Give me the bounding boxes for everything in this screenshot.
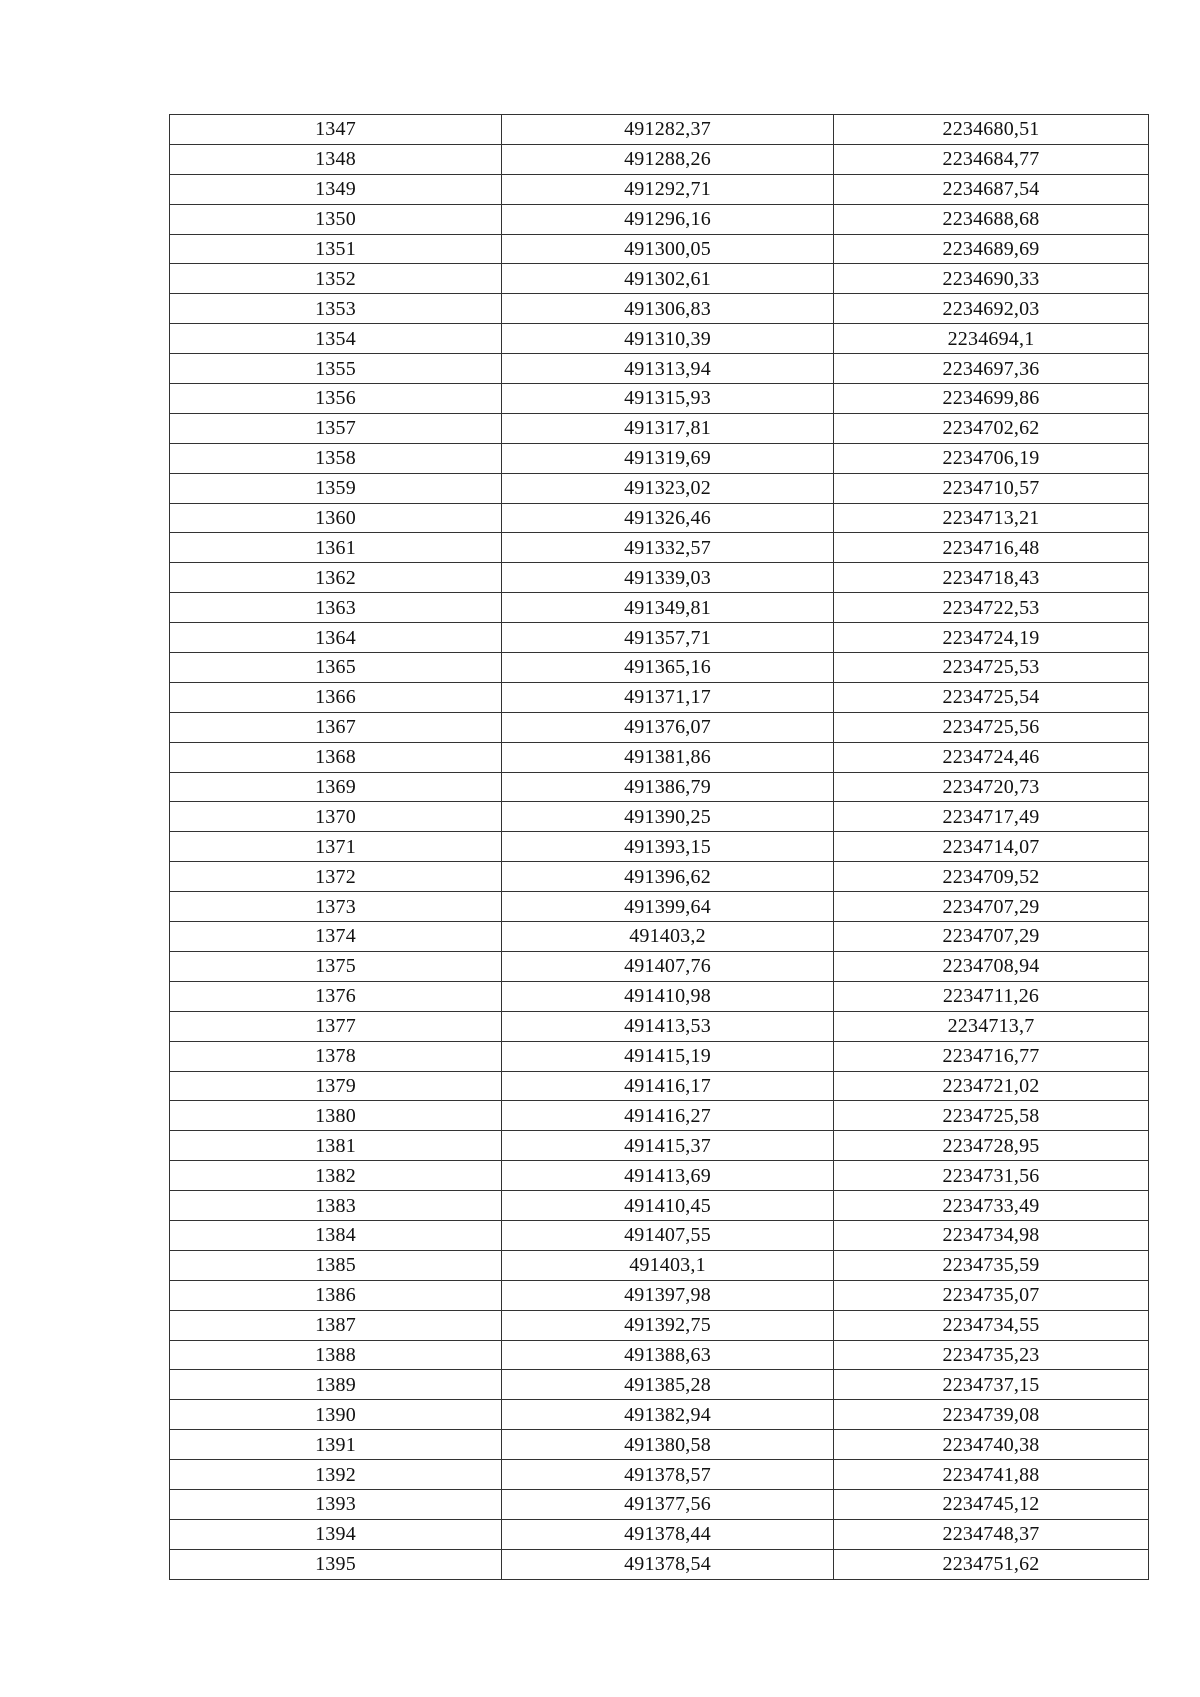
- y-coordinate-cell: 2234684,77: [834, 144, 1149, 174]
- point-number-cell: 1347: [170, 115, 502, 145]
- table-row: [170, 115, 1149, 145]
- table-row: [170, 1370, 1149, 1400]
- y-coordinate-cell: 2234711,26: [834, 981, 1149, 1011]
- point-number-cell: 1369: [170, 772, 502, 802]
- table-row: [170, 832, 1149, 862]
- table-row: [170, 1400, 1149, 1430]
- y-coordinate-cell: 2234734,98: [834, 1220, 1149, 1250]
- x-coordinate-cell: 491415,37: [502, 1131, 834, 1161]
- x-coordinate-cell: 491282,37: [502, 115, 834, 145]
- y-coordinate-cell: 2234692,03: [834, 294, 1149, 324]
- point-number-cell: 1353: [170, 294, 502, 324]
- point-number-cell: 1372: [170, 862, 502, 892]
- table-row: [170, 862, 1149, 892]
- y-coordinate-cell: 2234694,1: [834, 324, 1149, 354]
- table-row: [170, 1071, 1149, 1101]
- point-number-cell: 1388: [170, 1340, 502, 1370]
- x-coordinate-cell: 491410,98: [502, 981, 834, 1011]
- point-number-cell: 1358: [170, 443, 502, 473]
- y-coordinate-cell: 2234735,23: [834, 1340, 1149, 1370]
- table-row: [170, 563, 1149, 593]
- point-number-cell: 1352: [170, 264, 502, 294]
- x-coordinate-cell: 491302,61: [502, 264, 834, 294]
- y-coordinate-cell: 2234716,48: [834, 533, 1149, 563]
- y-coordinate-cell: 2234699,86: [834, 384, 1149, 414]
- y-coordinate-cell: 2234724,19: [834, 623, 1149, 653]
- x-coordinate-cell: 491416,27: [502, 1101, 834, 1131]
- point-number-cell: 1383: [170, 1191, 502, 1221]
- point-number-cell: 1356: [170, 384, 502, 414]
- table-row: [170, 742, 1149, 772]
- table-row: [170, 1280, 1149, 1310]
- point-number-cell: 1362: [170, 563, 502, 593]
- table-row: [170, 144, 1149, 174]
- table-row: [170, 174, 1149, 204]
- x-coordinate-cell: 491306,83: [502, 294, 834, 324]
- coordinates-table-body: [170, 115, 1149, 1580]
- x-coordinate-cell: 491396,62: [502, 862, 834, 892]
- table-row: [170, 1340, 1149, 1370]
- y-coordinate-cell: 2234725,53: [834, 653, 1149, 683]
- y-coordinate-cell: 2234731,56: [834, 1161, 1149, 1191]
- y-coordinate-cell: 2234725,56: [834, 712, 1149, 742]
- point-number-cell: 1391: [170, 1430, 502, 1460]
- table-row: [170, 712, 1149, 742]
- table-row: [170, 653, 1149, 683]
- table-row: [170, 1460, 1149, 1490]
- point-number-cell: 1376: [170, 981, 502, 1011]
- x-coordinate-cell: 491323,02: [502, 473, 834, 503]
- x-coordinate-cell: 491386,79: [502, 772, 834, 802]
- x-coordinate-cell: 491413,53: [502, 1011, 834, 1041]
- point-number-cell: 1389: [170, 1370, 502, 1400]
- x-coordinate-cell: 491349,81: [502, 593, 834, 623]
- point-number-cell: 1348: [170, 144, 502, 174]
- x-coordinate-cell: 491365,16: [502, 653, 834, 683]
- point-number-cell: 1371: [170, 832, 502, 862]
- x-coordinate-cell: 491377,56: [502, 1489, 834, 1519]
- y-coordinate-cell: 2234714,07: [834, 832, 1149, 862]
- y-coordinate-cell: 2234707,29: [834, 892, 1149, 922]
- table-row: [170, 503, 1149, 533]
- point-number-cell: 1350: [170, 204, 502, 234]
- y-coordinate-cell: 2234689,69: [834, 234, 1149, 264]
- table-row: [170, 324, 1149, 354]
- x-coordinate-cell: 491319,69: [502, 443, 834, 473]
- x-coordinate-cell: 491416,17: [502, 1071, 834, 1101]
- point-number-cell: 1384: [170, 1220, 502, 1250]
- table-row: [170, 1220, 1149, 1250]
- x-coordinate-cell: 491399,64: [502, 892, 834, 922]
- x-coordinate-cell: 491378,57: [502, 1460, 834, 1490]
- x-coordinate-cell: 491413,69: [502, 1161, 834, 1191]
- table-row: [170, 623, 1149, 653]
- table-row: [170, 1041, 1149, 1071]
- x-coordinate-cell: 491378,54: [502, 1549, 834, 1579]
- x-coordinate-cell: 491403,2: [502, 922, 834, 952]
- table-row: [170, 354, 1149, 384]
- point-number-cell: 1357: [170, 413, 502, 443]
- table-row: [170, 1250, 1149, 1280]
- table-row: [170, 981, 1149, 1011]
- x-coordinate-cell: 491357,71: [502, 623, 834, 653]
- point-number-cell: 1382: [170, 1161, 502, 1191]
- y-coordinate-cell: 2234721,02: [834, 1071, 1149, 1101]
- x-coordinate-cell: 491313,94: [502, 354, 834, 384]
- y-coordinate-cell: 2234751,62: [834, 1549, 1149, 1579]
- table-row: [170, 951, 1149, 981]
- y-coordinate-cell: 2234718,43: [834, 563, 1149, 593]
- point-number-cell: 1361: [170, 533, 502, 563]
- y-coordinate-cell: 2234713,21: [834, 503, 1149, 533]
- table-row: [170, 922, 1149, 952]
- point-number-cell: 1367: [170, 712, 502, 742]
- x-coordinate-cell: 491378,44: [502, 1519, 834, 1549]
- point-number-cell: 1373: [170, 892, 502, 922]
- y-coordinate-cell: 2234724,46: [834, 742, 1149, 772]
- y-coordinate-cell: 2234734,55: [834, 1310, 1149, 1340]
- y-coordinate-cell: 2234720,73: [834, 772, 1149, 802]
- table-row: [170, 294, 1149, 324]
- point-number-cell: 1374: [170, 922, 502, 952]
- table-row: [170, 772, 1149, 802]
- x-coordinate-cell: 491390,25: [502, 802, 834, 832]
- point-number-cell: 1354: [170, 324, 502, 354]
- point-number-cell: 1368: [170, 742, 502, 772]
- table-row: [170, 1161, 1149, 1191]
- y-coordinate-cell: 2234725,54: [834, 682, 1149, 712]
- point-number-cell: 1393: [170, 1489, 502, 1519]
- table-row: [170, 533, 1149, 563]
- point-number-cell: 1387: [170, 1310, 502, 1340]
- y-coordinate-cell: 2234717,49: [834, 802, 1149, 832]
- y-coordinate-cell: 2234722,53: [834, 593, 1149, 623]
- table-row: [170, 264, 1149, 294]
- table-row: [170, 473, 1149, 503]
- table-row: [170, 1519, 1149, 1549]
- point-number-cell: 1359: [170, 473, 502, 503]
- point-number-cell: 1349: [170, 174, 502, 204]
- table-row: [170, 892, 1149, 922]
- table-row: [170, 443, 1149, 473]
- table-row: [170, 1310, 1149, 1340]
- y-coordinate-cell: 2234697,36: [834, 354, 1149, 384]
- x-coordinate-cell: 491326,46: [502, 503, 834, 533]
- table-row: [170, 682, 1149, 712]
- point-number-cell: 1380: [170, 1101, 502, 1131]
- x-coordinate-cell: 491382,94: [502, 1400, 834, 1430]
- y-coordinate-cell: 2234737,15: [834, 1370, 1149, 1400]
- x-coordinate-cell: 491397,98: [502, 1280, 834, 1310]
- table-row: [170, 1489, 1149, 1519]
- y-coordinate-cell: 2234713,7: [834, 1011, 1149, 1041]
- y-coordinate-cell: 2234707,29: [834, 922, 1149, 952]
- x-coordinate-cell: 491392,75: [502, 1310, 834, 1340]
- table-row: [170, 384, 1149, 414]
- y-coordinate-cell: 2234725,58: [834, 1101, 1149, 1131]
- x-coordinate-cell: 491310,39: [502, 324, 834, 354]
- point-number-cell: 1363: [170, 593, 502, 623]
- point-number-cell: 1351: [170, 234, 502, 264]
- point-number-cell: 1375: [170, 951, 502, 981]
- point-number-cell: 1379: [170, 1071, 502, 1101]
- x-coordinate-cell: 491415,19: [502, 1041, 834, 1071]
- x-coordinate-cell: 491376,07: [502, 712, 834, 742]
- point-number-cell: 1378: [170, 1041, 502, 1071]
- table-row: [170, 1430, 1149, 1460]
- x-coordinate-cell: 491288,26: [502, 144, 834, 174]
- x-coordinate-cell: 491296,16: [502, 204, 834, 234]
- table-row: [170, 413, 1149, 443]
- table-row: [170, 593, 1149, 623]
- point-number-cell: 1360: [170, 503, 502, 533]
- point-number-cell: 1365: [170, 653, 502, 683]
- y-coordinate-cell: 2234688,68: [834, 204, 1149, 234]
- y-coordinate-cell: 2234716,77: [834, 1041, 1149, 1071]
- x-coordinate-cell: 491315,93: [502, 384, 834, 414]
- y-coordinate-cell: 2234706,19: [834, 443, 1149, 473]
- table-row: [170, 1191, 1149, 1221]
- point-number-cell: 1370: [170, 802, 502, 832]
- table-row: [170, 1101, 1149, 1131]
- y-coordinate-cell: 2234728,95: [834, 1131, 1149, 1161]
- table-row: [170, 204, 1149, 234]
- table-row: [170, 234, 1149, 264]
- point-number-cell: 1377: [170, 1011, 502, 1041]
- point-number-cell: 1355: [170, 354, 502, 384]
- point-number-cell: 1385: [170, 1250, 502, 1280]
- x-coordinate-cell: 491339,03: [502, 563, 834, 593]
- y-coordinate-cell: 2234739,08: [834, 1400, 1149, 1430]
- x-coordinate-cell: 491407,76: [502, 951, 834, 981]
- y-coordinate-cell: 2234680,51: [834, 115, 1149, 145]
- x-coordinate-cell: 491388,63: [502, 1340, 834, 1370]
- point-number-cell: 1366: [170, 682, 502, 712]
- y-coordinate-cell: 2234687,54: [834, 174, 1149, 204]
- x-coordinate-cell: 491410,45: [502, 1191, 834, 1221]
- point-number-cell: 1386: [170, 1280, 502, 1310]
- table-row: [170, 1549, 1149, 1579]
- x-coordinate-cell: 491385,28: [502, 1370, 834, 1400]
- y-coordinate-cell: 2234709,52: [834, 862, 1149, 892]
- x-coordinate-cell: 491407,55: [502, 1220, 834, 1250]
- x-coordinate-cell: 491403,1: [502, 1250, 834, 1280]
- y-coordinate-cell: 2234710,57: [834, 473, 1149, 503]
- table-row: [170, 802, 1149, 832]
- table-row: [170, 1011, 1149, 1041]
- point-number-cell: 1394: [170, 1519, 502, 1549]
- point-number-cell: 1364: [170, 623, 502, 653]
- point-number-cell: 1390: [170, 1400, 502, 1430]
- y-coordinate-cell: 2234745,12: [834, 1489, 1149, 1519]
- point-number-cell: 1392: [170, 1460, 502, 1490]
- point-number-cell: 1395: [170, 1549, 502, 1579]
- x-coordinate-cell: 491300,05: [502, 234, 834, 264]
- table-row: [170, 1131, 1149, 1161]
- y-coordinate-cell: 2234735,07: [834, 1280, 1149, 1310]
- y-coordinate-cell: 2234748,37: [834, 1519, 1149, 1549]
- y-coordinate-cell: 2234741,88: [834, 1460, 1149, 1490]
- y-coordinate-cell: 2234735,59: [834, 1250, 1149, 1280]
- coordinates-table: [169, 114, 1149, 1580]
- x-coordinate-cell: 491393,15: [502, 832, 834, 862]
- x-coordinate-cell: 491292,71: [502, 174, 834, 204]
- x-coordinate-cell: 491380,58: [502, 1430, 834, 1460]
- x-coordinate-cell: 491317,81: [502, 413, 834, 443]
- y-coordinate-cell: 2234733,49: [834, 1191, 1149, 1221]
- y-coordinate-cell: 2234708,94: [834, 951, 1149, 981]
- y-coordinate-cell: 2234740,38: [834, 1430, 1149, 1460]
- x-coordinate-cell: 491381,86: [502, 742, 834, 772]
- x-coordinate-cell: 491371,17: [502, 682, 834, 712]
- y-coordinate-cell: 2234702,62: [834, 413, 1149, 443]
- point-number-cell: 1381: [170, 1131, 502, 1161]
- y-coordinate-cell: 2234690,33: [834, 264, 1149, 294]
- x-coordinate-cell: 491332,57: [502, 533, 834, 563]
